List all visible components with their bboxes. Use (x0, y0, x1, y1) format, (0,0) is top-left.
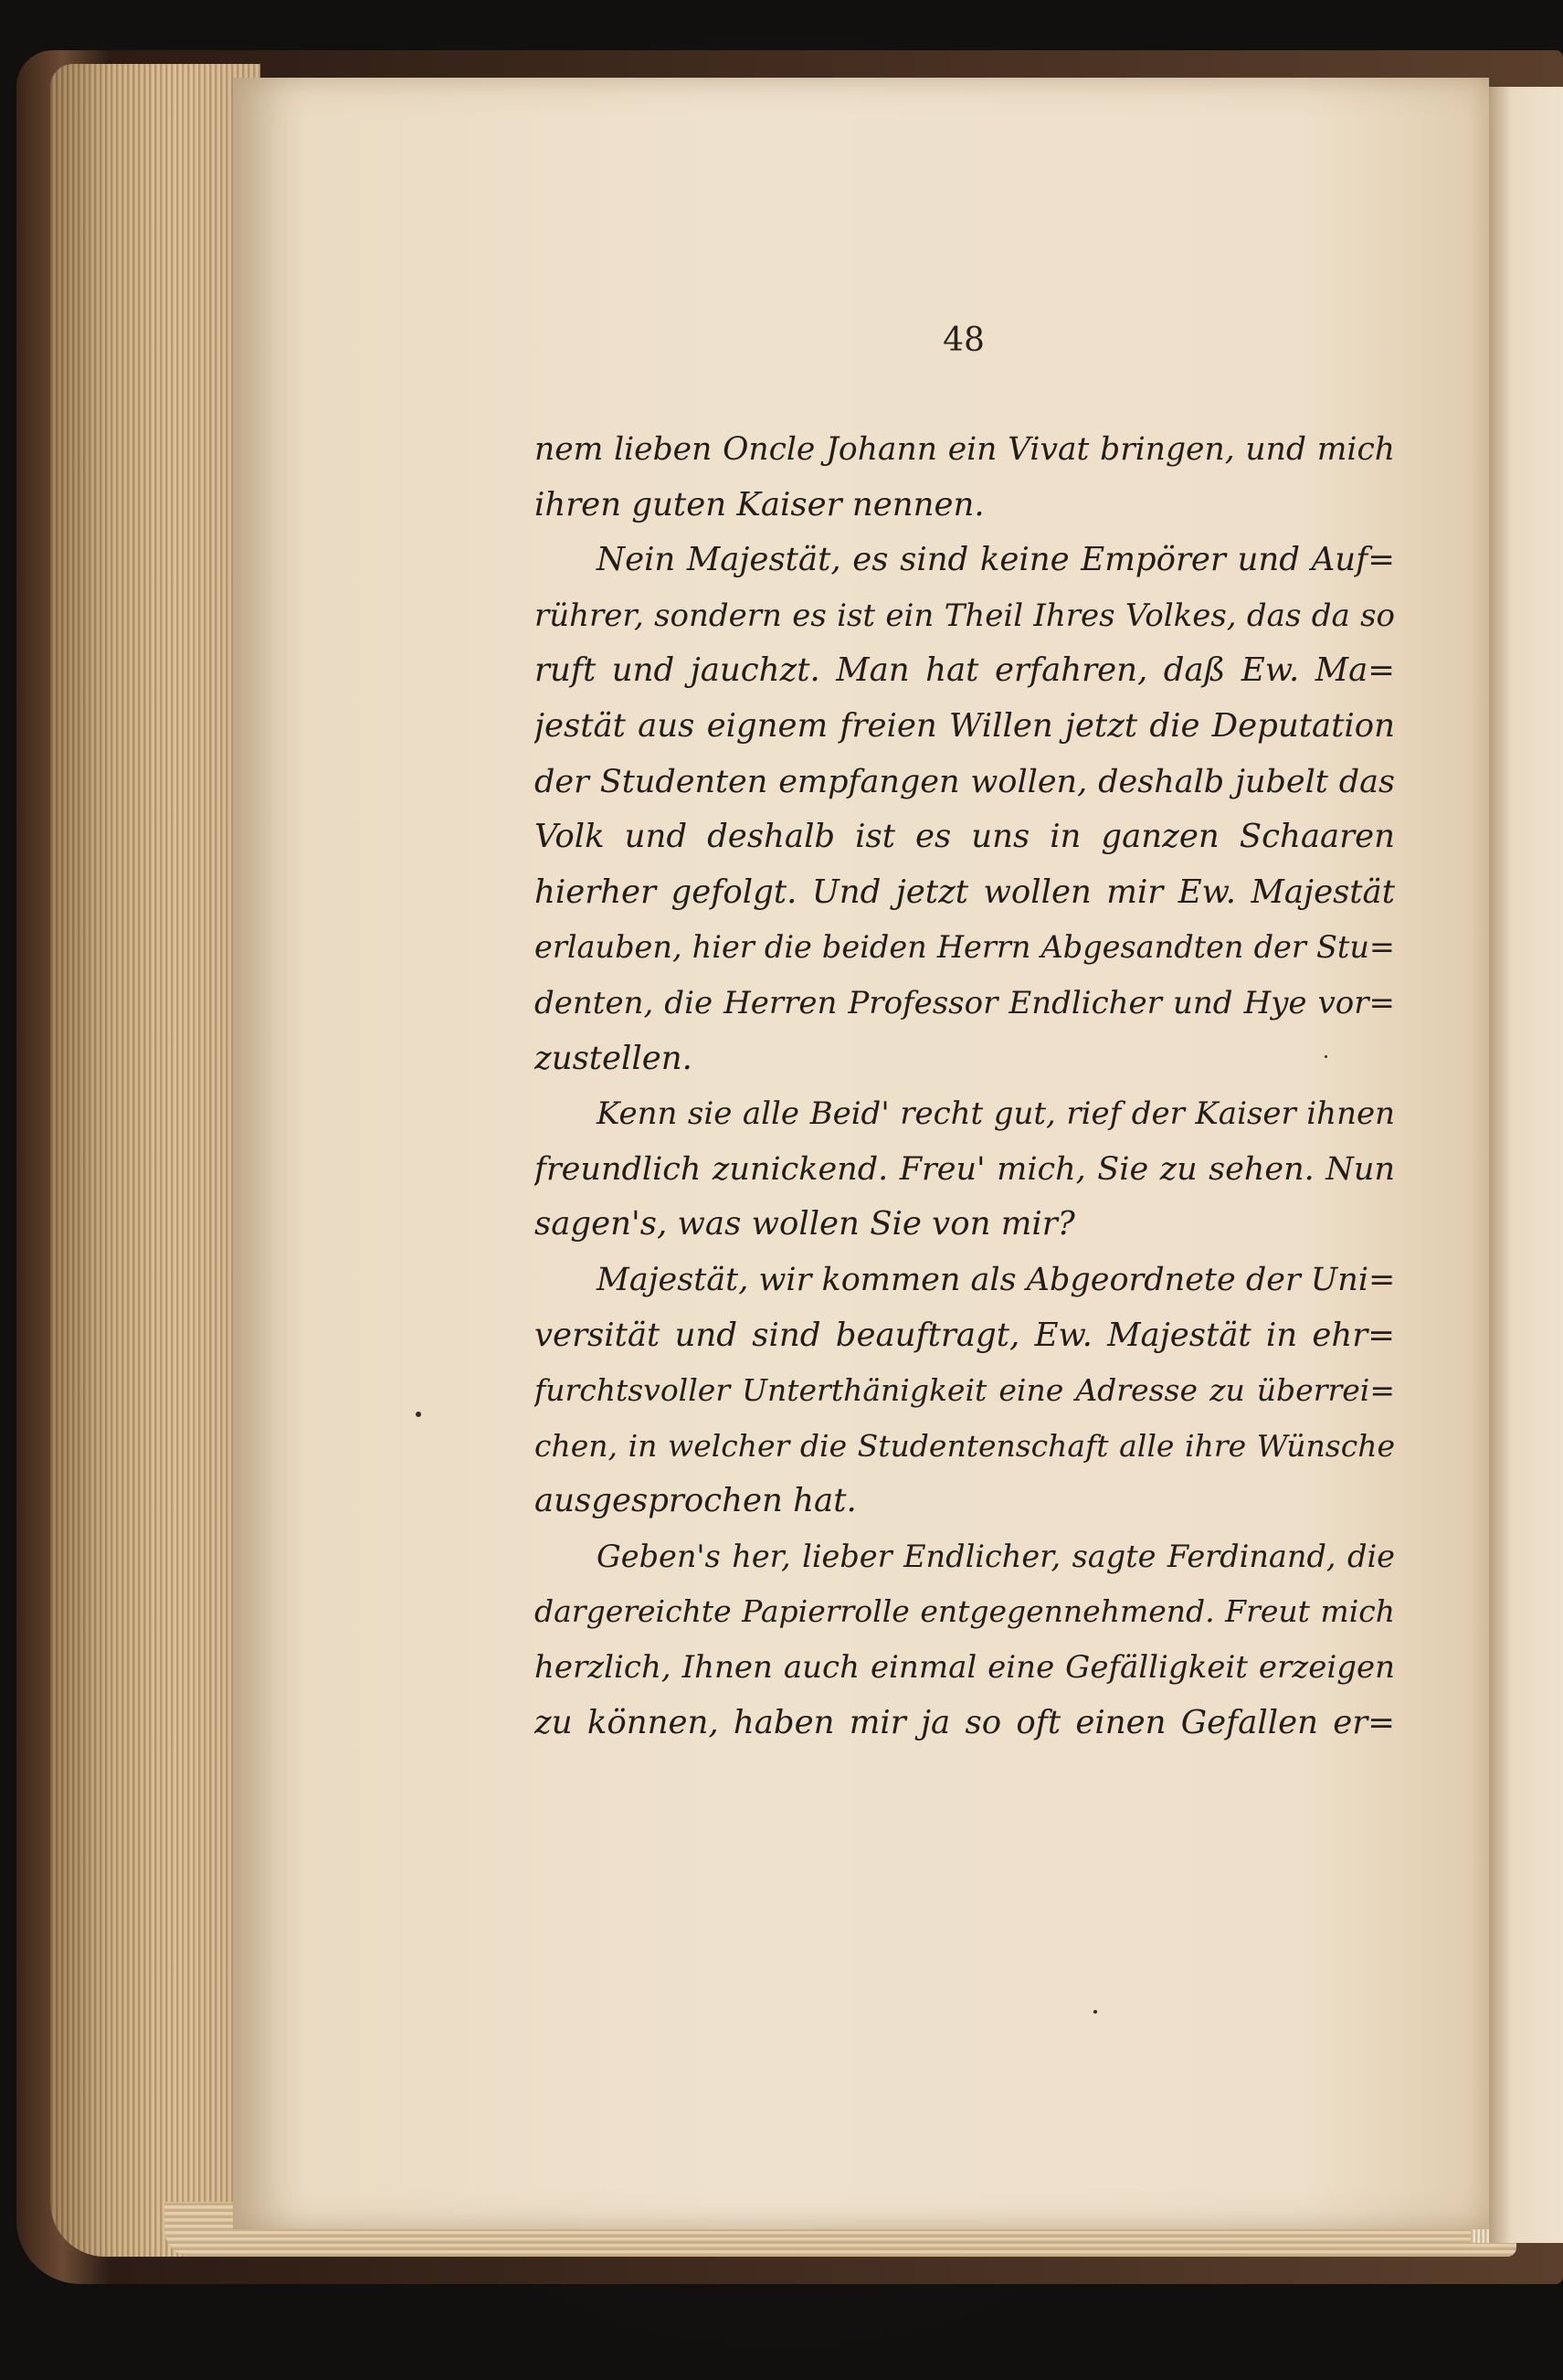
text-line: Geben's her, lieber Endlicher, sagte Ferdinand, die (597, 1538, 1395, 1574)
text-line: hierher gefolgt. Und jetzt wollen mir Ew. Majestät (534, 873, 1395, 911)
text-line: herzlich, Ihnen auch einmal eine Gefälligkeit erzeigen (534, 1649, 1395, 1687)
text-line: chen, in welcher die Studentenschaft alle ihre Wünsche (534, 1427, 1395, 1464)
text-line: rührer, sondern es ist ein Theil Ihres Volkes, das da so (534, 597, 1395, 634)
page-edges-left (50, 64, 260, 2257)
text-line: dargereichte Papierrolle entgegennehmend. Freut mich (534, 1593, 1395, 1630)
text-line: zustellen. (534, 1039, 692, 1077)
ink-speck (1093, 2010, 1097, 2014)
facing-page (1489, 87, 1563, 2243)
text-line: zu können, haben mir ja so oft einen Gefallen er= (534, 1703, 1395, 1741)
text-line: denten, die Herren Professor Endlicher und Hye vor= (534, 984, 1395, 1021)
text-line: freundlich zunickend. Freu' mich, Sie zu sehen. Nun (534, 1150, 1395, 1188)
text-line: furchtsvoller Unterthänigkeit eine Adresse zu überrei= (534, 1372, 1395, 1409)
body-text (534, 422, 1395, 1751)
text-line: sagen's, was wollen Sie von mir? (534, 1205, 1075, 1243)
page-number: 48 (943, 322, 985, 359)
text-line: ausgesprochen hat. (534, 1482, 857, 1520)
ink-speck (416, 1412, 421, 1417)
text-line: der Studenten empfangen wollen, deshalb jubelt das (534, 763, 1395, 800)
text-line: ihren guten Kaiser nennen. (534, 485, 985, 524)
text-line: nem lieben Oncle Johann ein Vivat bringen, und mich (534, 431, 1395, 468)
text-line: Kenn sie alle Beid' recht gut, rief der Kaiser ihnen (597, 1095, 1395, 1133)
text-line: ruft und jauchzt. Man hat erfahren, daß Ew. Ma= (534, 651, 1395, 690)
text-line: Majestät, wir kommen als Abgeordnete der Uni= (597, 1261, 1395, 1298)
text-line: Nein Majestät, es sind keine Empörer und Auf= (597, 541, 1395, 579)
ink-speck (1325, 1055, 1327, 1058)
text-line: versität und sind beauftragt, Ew. Majestät in ehr= (534, 1316, 1395, 1354)
text-line: erlauben, hier die beiden Herrn Abgesandten der Stu= (534, 929, 1395, 966)
text-line: Volk und deshalb ist es uns in ganzen Schaaren (534, 818, 1395, 856)
text-line: jestät aus eignem freien Willen jetzt die Deputation (534, 706, 1395, 745)
